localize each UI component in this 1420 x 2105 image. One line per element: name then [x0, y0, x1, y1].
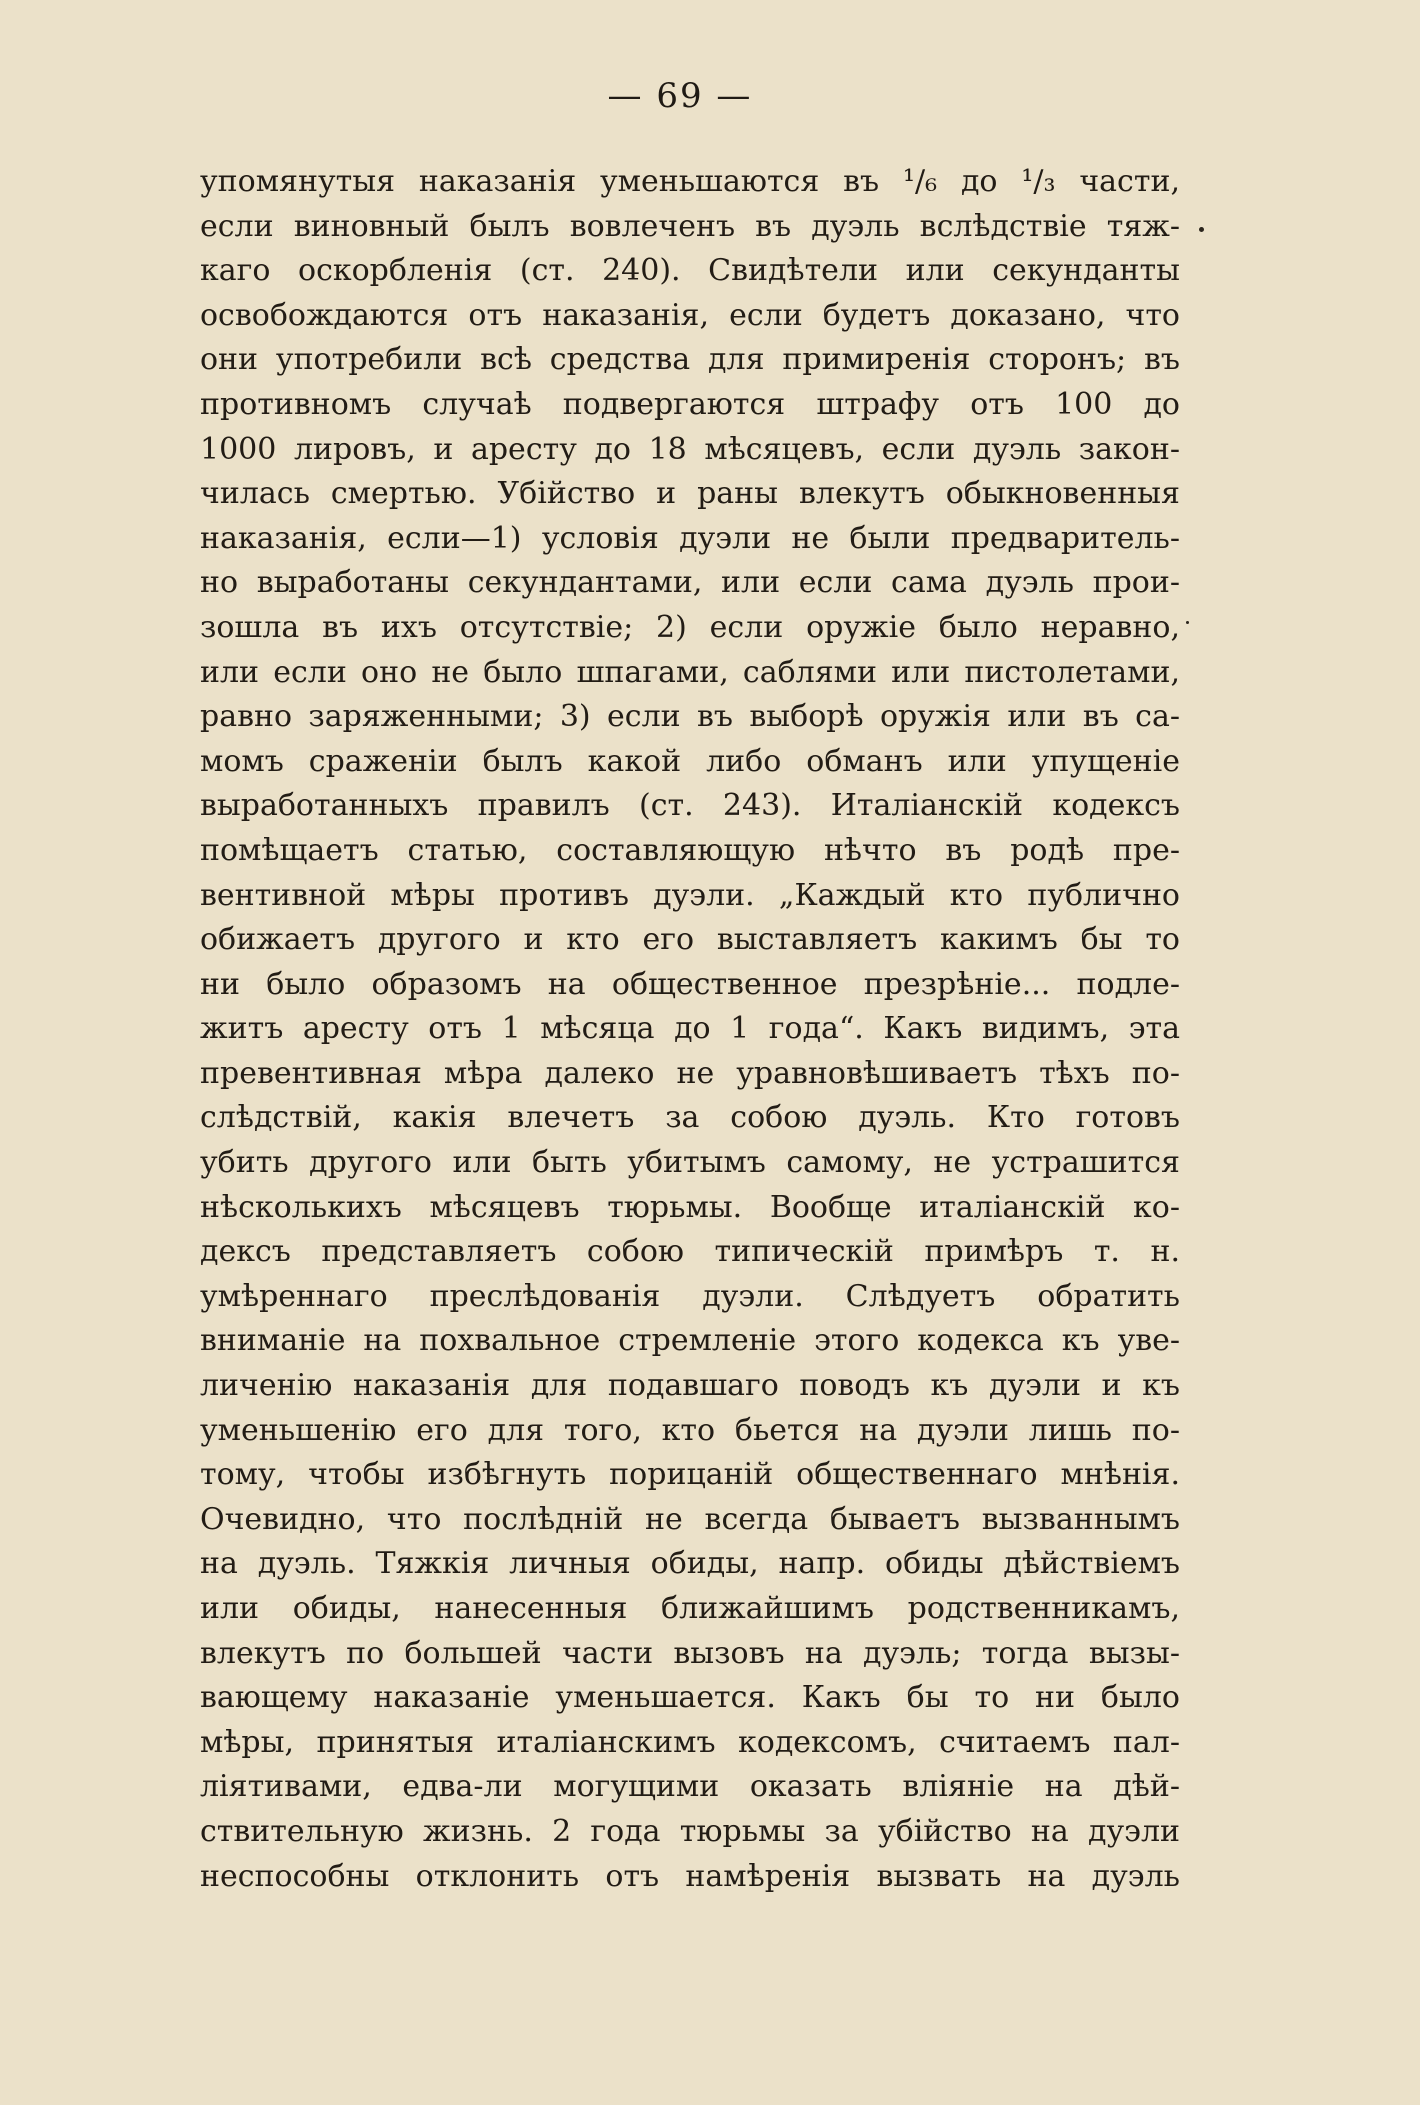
- text-line: чилась смертью. Убійство и раны влекутъ обыкновенныя: [200, 476, 1180, 512]
- text-line: момъ сраженіи былъ какой либо обманъ или упущеніе: [200, 743, 1180, 779]
- text-line: каго оскорбленія (ст. 240). Свидѣтели или секунданты: [200, 253, 1180, 289]
- text-line: вентивной мѣры противъ дуэли. „Каждый кто публично: [200, 877, 1180, 913]
- text-line: на дуэль. Тяжкія личныя обиды, напр. обиды дѣйствіемъ: [200, 1546, 1180, 1582]
- text-line: выработанныхъ правилъ (ст. 243). Италіанскій кодексъ: [200, 788, 1180, 824]
- text-line: или если оно не было шпагами, саблями или пистолетами,: [200, 654, 1180, 690]
- text-line: но выработаны секундантами, или если сама дуэль прои-: [200, 565, 1180, 601]
- text-line: освобождаются отъ наказанія, если будетъ доказано, что: [200, 297, 1180, 333]
- text-line: личенію наказанія для подавшаго поводъ къ дуэли и къ: [200, 1368, 1180, 1404]
- text-line: неспособны отклонить отъ намѣренія вызвать на дуэль: [200, 1858, 1180, 1894]
- ink-speck: [1199, 227, 1204, 232]
- text-line: житъ аресту отъ 1 мѣсяца до 1 года“. Какъ видимъ, эта: [200, 1011, 1180, 1047]
- text-line: они употребили всѣ средства для примиренія сторонъ; въ: [200, 342, 1180, 378]
- text-line: или обиды, нанесенныя ближайшимъ родственникамъ,: [200, 1591, 1180, 1626]
- text-line: вающему наказаніе уменьшается. Какъ бы то ни было: [200, 1680, 1180, 1716]
- text-line: нѣсколькихъ мѣсяцевъ тюрьмы. Вообще италіанскій ко-: [200, 1189, 1180, 1225]
- text-line: ліятивами, едва-ли могущими оказать вліяніе на дѣй-: [200, 1769, 1180, 1805]
- text-line: упомянутыя наказанія уменьшаются въ ¹/₆ до ¹/₃ части,: [200, 164, 1180, 199]
- page-number: — 69 —: [607, 76, 753, 116]
- text-line: ни было образомъ на общественное презрѣніе... подле-: [200, 966, 1180, 1002]
- text-line: превентивная мѣра далеко не уравновѣшиваетъ тѣхъ по-: [200, 1055, 1180, 1091]
- text-line: убить другого или быть убитымъ самому, не устрашится: [200, 1145, 1180, 1181]
- body-text: [200, 160, 1180, 1899]
- text-line: 1000 лировъ, и аресту до 18 мѣсяцевъ, если дуэль закон-: [200, 431, 1180, 467]
- text-line: если виновный былъ вовлеченъ въ дуэль вслѣдствіе тяж-: [200, 208, 1180, 244]
- text-line: влекутъ по большей части вызовъ на дуэль; тогда вызы-: [200, 1635, 1180, 1671]
- text-line: помѣщаетъ статью, составляющую нѣчто въ родѣ пре-: [200, 832, 1180, 868]
- text-line: наказанія, если—1) условія дуэли не были предваритель-: [200, 520, 1180, 556]
- text-line: умѣреннаго преслѣдованія дуэли. Слѣдуетъ обратить: [200, 1278, 1180, 1314]
- text-line: дексъ представляетъ собою типическій примѣръ т. н.: [200, 1234, 1180, 1270]
- text-line: равно заряженными; 3) если въ выборѣ оружія или въ са-: [200, 699, 1180, 735]
- text-line: тому, чтобы избѣгнуть порицаній общественнаго мнѣнія.: [200, 1457, 1180, 1493]
- ink-speck: [1186, 621, 1189, 624]
- text-line: уменьшенію его для того, кто бьется на дуэли лишь по-: [200, 1412, 1180, 1448]
- text-line: Очевидно, что послѣдній не всегда бываетъ вызваннымъ: [200, 1501, 1180, 1537]
- text-line: слѣдствій, какія влечетъ за собою дуэль. Кто готовъ: [200, 1100, 1180, 1136]
- text-line: обижаетъ другого и кто его выставляетъ какимъ бы то: [200, 922, 1180, 958]
- text-line: мѣры, принятыя италіанскимъ кодексомъ, считаемъ пал-: [200, 1724, 1180, 1760]
- text-line: вниманіе на похвальное стремленіе этого кодекса къ уве-: [200, 1323, 1180, 1359]
- text-line: ствительную жизнь. 2 года тюрьмы за убійство на дуэли: [200, 1813, 1180, 1849]
- text-line: зошла въ ихъ отсутствіе; 2) если оружіе было неравно,: [200, 609, 1180, 645]
- text-line: противномъ случаѣ подвергаются штрафу отъ 100 до: [200, 386, 1180, 422]
